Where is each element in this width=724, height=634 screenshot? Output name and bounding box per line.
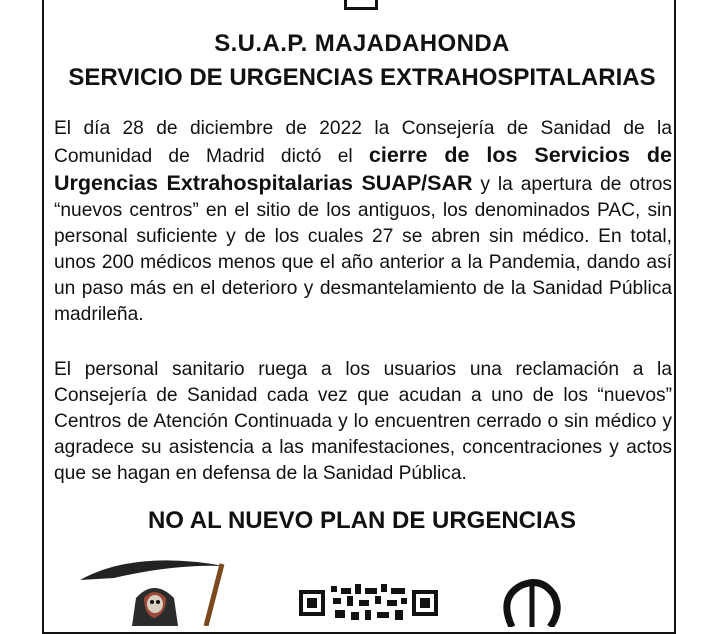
title-line-2: SERVICIO DE URGENCIAS EXTRAHOSPITALARIAS [68,64,656,91]
grim-reaper-icon [74,556,244,626]
title-line-1: S.U.A.P. MAJADAHONDA [214,30,510,57]
paragraph-2: El personal sanitario ruega a los usuarios una reclamación a la Consejería de Sanidad cada vez que acudan a uno de los “nuevos” Centros de Atención Continuada y lo encuentren cerrado o sin médico y agradece su asistencia a las manifestaciones, concentraciones y actos que se hagan en defensa de la Sanidad Pública. [54,359,672,484]
slogan: NO AL NUEVO PLAN DE URGENCIAS [147,507,577,534]
qr-code-icon [297,580,440,624]
paragraph-1-text-a: El día 28 de diciembre de 2022 la Consejería de Sanidad de la Comunidad de Madrid dictó el [54,118,672,167]
paragraph-1-text-b: y la apertura de otros “nuevos centros” en el sitio de los antiguos, los denominados PAC, sin personal suficiente y de los cuales 27 se abren sin médico. En total, unos 200 médicos menos que el año anterior a la Pandemia, dando así un paso más en el deterioro y desmantelamiento de la Sanidad Pública madrileña. [54,174,672,325]
top-emblem-icon [344,0,378,10]
paragraph-1-bold: cierre de los Servicios de Urgencias Extrahospitalarias SUAP/SAR [54,143,672,195]
paragraph-1 [54,116,672,328]
